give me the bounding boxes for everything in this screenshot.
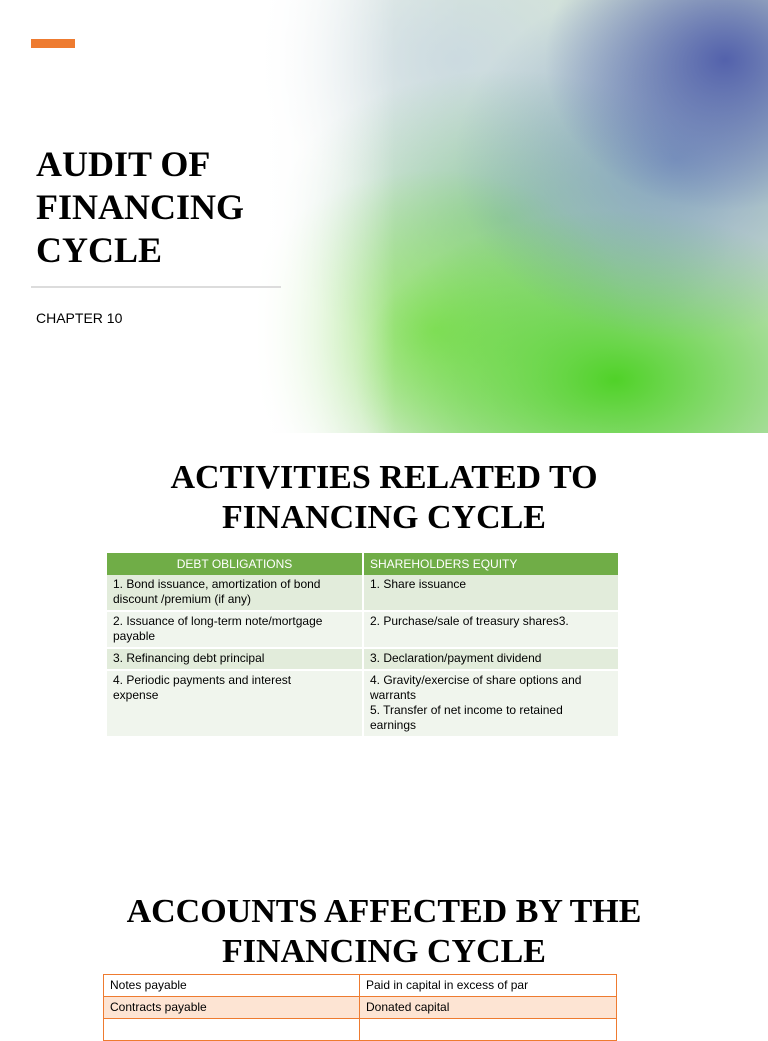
- slide-title-line: FINANCING: [36, 187, 245, 227]
- column-header-equity: SHAREHOLDERS EQUITY: [363, 553, 619, 575]
- cell-text: 1. Share issuance: [370, 577, 467, 591]
- table-cell-equity: [363, 575, 619, 611]
- slide-title-line: AUDIT OF: [36, 144, 211, 184]
- heading-line: ACTIVITIES RELATED TO: [170, 459, 598, 496]
- table-row: [104, 975, 617, 997]
- table-cell-equity: [363, 648, 619, 670]
- cell-text: payable: [113, 629, 156, 643]
- cell-text: discount /premium (if any): [113, 592, 252, 606]
- table-row: [107, 670, 619, 737]
- cell-text: 4. Gravity/exercise of share options and: [370, 673, 582, 687]
- heading-line: FINANCING CYCLE: [222, 499, 546, 536]
- table-row: [104, 1019, 617, 1041]
- activities-heading: [0, 458, 768, 538]
- table-cell-equity: [363, 611, 619, 648]
- table-cell-debt: [107, 648, 363, 670]
- table-cell: Donated capital: [360, 997, 617, 1019]
- table-row: [107, 611, 619, 648]
- table-cell: Paid in capital in excess of par: [360, 975, 617, 997]
- activities-table: [107, 553, 620, 738]
- heading-line: ACCOUNTS AFFECTED BY THE: [126, 893, 642, 930]
- cell-text: 4. Periodic payments and interest: [113, 673, 292, 687]
- table-header-row: [107, 553, 619, 575]
- title-divider: [31, 286, 281, 288]
- table-row: [104, 997, 617, 1019]
- table-cell: [360, 1019, 617, 1041]
- accounts-heading: [0, 892, 768, 972]
- cell-text: 5. Transfer of net income to retained: [370, 703, 563, 717]
- table-cell-debt: [107, 670, 363, 737]
- cell-text: warrants: [370, 688, 417, 702]
- cell-text: 2. Issuance of long-term note/mortgage: [113, 614, 323, 628]
- slide-title-line: CYCLE: [36, 230, 163, 270]
- accounts-table: [103, 974, 617, 1041]
- column-header-debt: DEBT OBLIGATIONS: [107, 553, 363, 575]
- cell-text: 3. Refinancing debt principal: [113, 651, 265, 665]
- cell-text: 2. Purchase/sale of treasury shares3.: [370, 614, 569, 628]
- table-cell-equity: [363, 670, 619, 737]
- table-cell: Contracts payable: [104, 997, 360, 1019]
- table-cell: Notes payable: [104, 975, 360, 997]
- accent-bar: [31, 39, 75, 48]
- cell-text: 1. Bond issuance, amortization of bond: [113, 577, 321, 591]
- title-slide: [0, 0, 768, 433]
- table-row: [107, 648, 619, 670]
- slide-title: [36, 143, 286, 272]
- cell-text: expense: [113, 688, 159, 702]
- table-cell-debt: [107, 611, 363, 648]
- heading-line: FINANCING CYCLE: [222, 933, 546, 970]
- cell-text: earnings: [370, 718, 417, 732]
- table-cell: [104, 1019, 360, 1041]
- table-cell-debt: [107, 575, 363, 611]
- cell-text: 3. Declaration/payment dividend: [370, 651, 542, 665]
- table-row: [107, 575, 619, 611]
- slide-subtitle: CHAPTER 10: [36, 310, 123, 326]
